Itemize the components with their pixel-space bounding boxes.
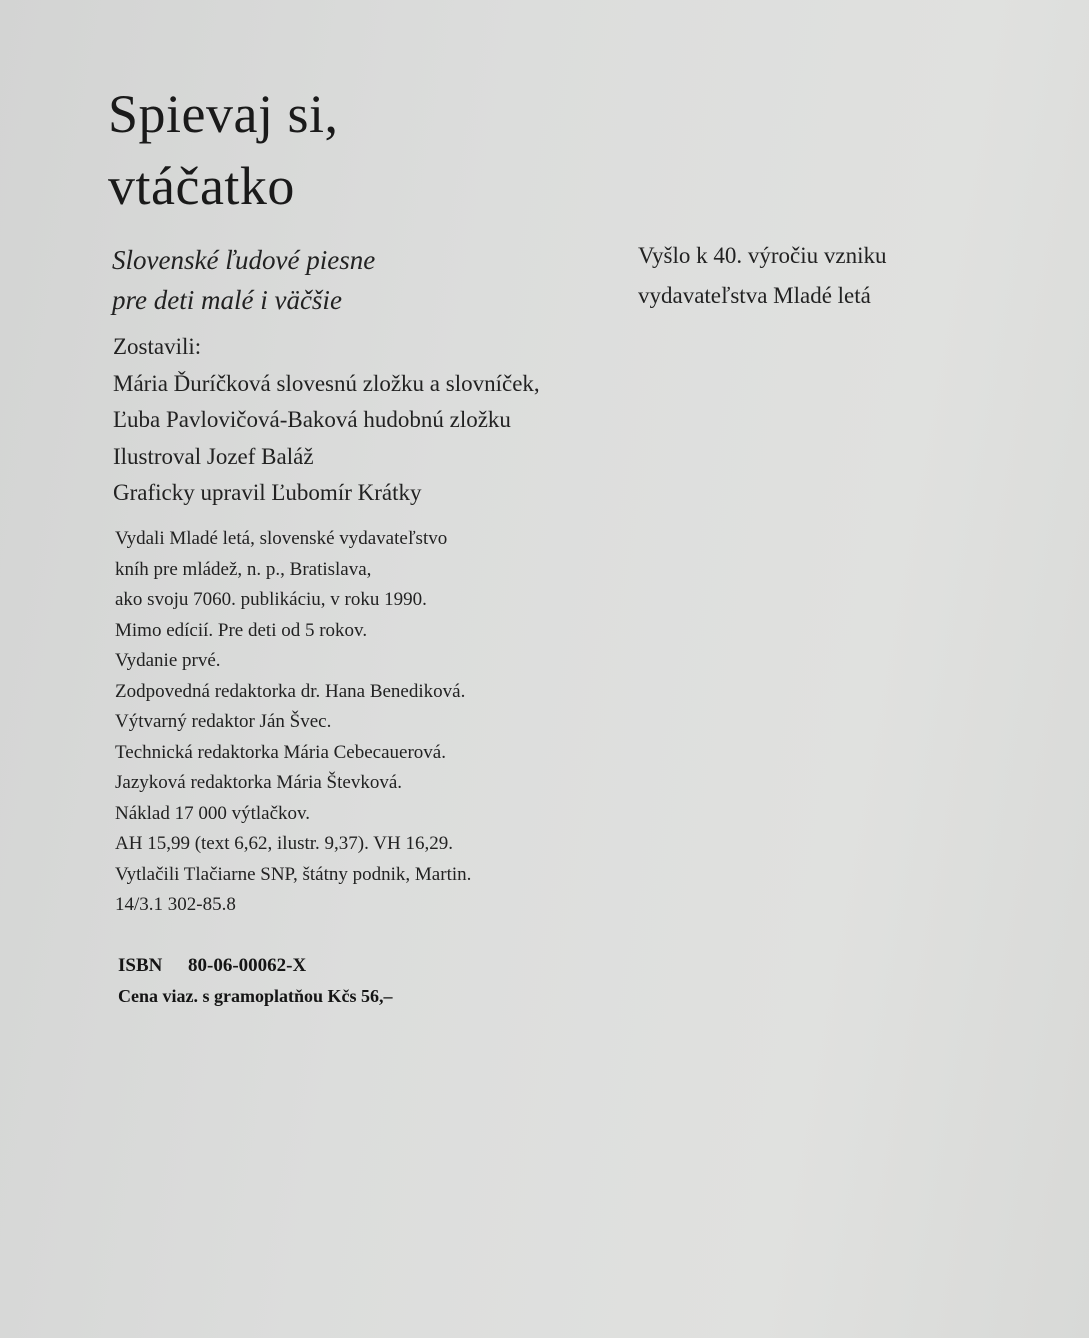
- anniversary-note-line: Vyšlo k 40. výročiu vzniku: [638, 243, 887, 268]
- credits-line: Mária Ďuríčková slovesnú zložku a slovníček,: [113, 370, 540, 396]
- imprint-line: Vydali Mladé letá, slovenské vydavateľstvo: [115, 528, 448, 549]
- imprint-line: 14/3.1 302-85.8: [115, 894, 236, 915]
- isbn-label: ISBN: [118, 955, 163, 976]
- isbn-block: [118, 951, 393, 1011]
- imprint-line: AH 15,99 (text 6,62, ilustr. 9,37). VH 16,29.: [115, 833, 453, 854]
- imprint-line: Technická redaktorka Mária Cebecauerová.: [115, 741, 446, 763]
- imprint-line: Výtvarný redaktor Ján Švec.: [115, 711, 332, 732]
- isbn-line: [118, 951, 393, 981]
- credits-block: [113, 329, 540, 512]
- imprint-block: [115, 524, 471, 921]
- imprint-line: Jazyková redaktorka Mária Števková.: [115, 772, 403, 793]
- anniversary-note-line: vydavateľstva Mladé letá: [638, 283, 871, 308]
- imprint-line: Náklad 17 000 výtlačkov.: [115, 802, 311, 824]
- book-title: [108, 78, 339, 222]
- credits-line: Ilustroval Jozef Baláž: [113, 443, 314, 469]
- imprint-line: ako svoju 7060. publikáciu, v roku 1990.: [115, 589, 427, 610]
- book-title-line: Spievaj si,: [108, 84, 339, 144]
- credits-line: Ľuba Pavlovičová-Baková hudobnú zložku: [113, 407, 511, 432]
- book-title-line: vtáčatko: [108, 156, 295, 216]
- isbn-value: 80-06-00062-X: [188, 955, 307, 976]
- imprint-line: Zodpovedná redaktorka dr. Hana Benediková.: [115, 680, 466, 702]
- imprint-line: Vytlačili Tlačiarne SNP, štátny podnik, Martin.: [115, 863, 472, 885]
- book-subtitle: [112, 240, 375, 320]
- anniversary-note: [638, 236, 887, 316]
- price-line: Cena viaz. s gramoplatňou Kčs 56,–: [118, 986, 393, 1006]
- imprint-line: Mimo edícií. Pre deti od 5 rokov.: [115, 619, 368, 641]
- imprint-line: kníh pre mládež, n. p., Bratislava,: [115, 558, 372, 580]
- imprint-line: Vydanie prvé.: [115, 650, 221, 671]
- book-subtitle-line: pre deti malé i väčšie: [112, 285, 342, 315]
- book-subtitle-line: Slovenské ľudové piesne: [112, 245, 376, 275]
- credits-heading: Zostavili:: [113, 334, 202, 359]
- credits-line: Graficky upravil Ľubomír Krátky: [113, 480, 422, 505]
